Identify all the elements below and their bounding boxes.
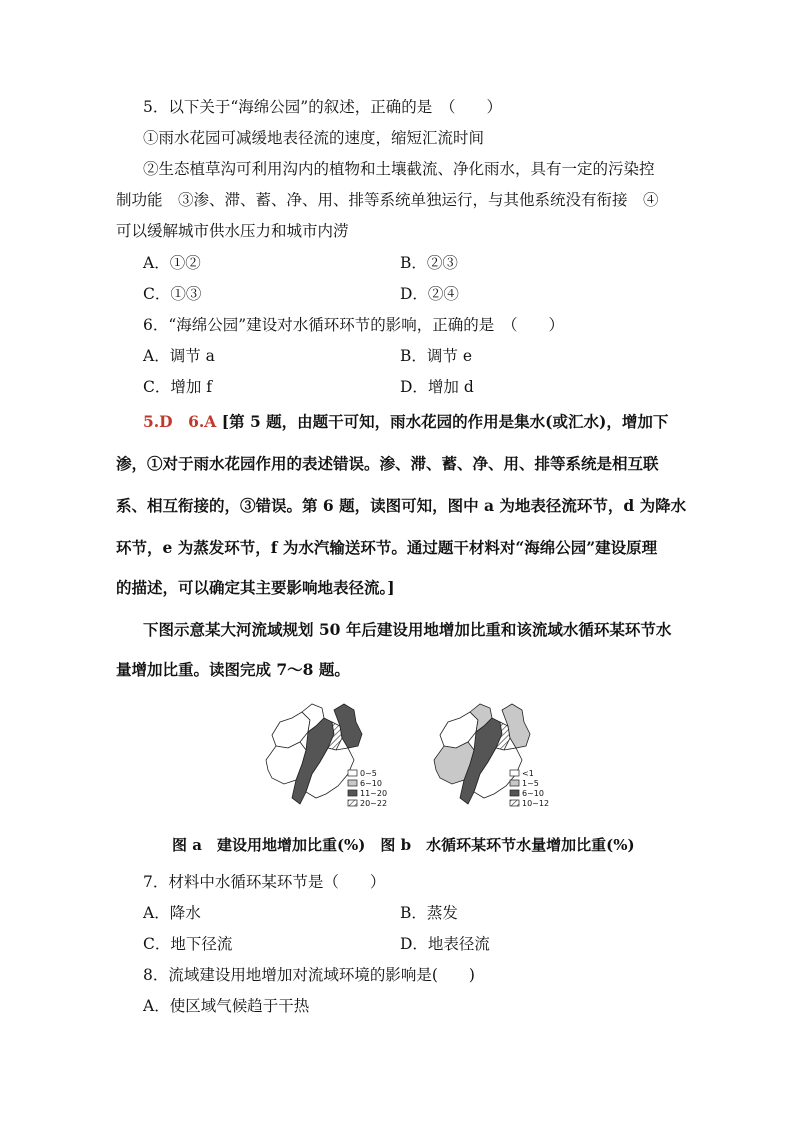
legend-a-item-3: 11~20 <box>360 789 388 798</box>
answer-key: 5.D 6.A <box>143 412 217 431</box>
q7-option-c: C．地下径流 <box>143 935 233 953</box>
legend-a-item-1: 0~5 <box>360 769 377 778</box>
map-a <box>266 704 362 804</box>
map-b-region-north-west <box>440 712 478 748</box>
legend-a-item-4: 20~22 <box>360 799 388 808</box>
q8-stem: 8．流域建设用地增加对流域环境的影响是( ) <box>143 966 475 984</box>
answer-line3: 系、相互衔接的，③错误。第 6 题，读图可知，图中 a 为地表径流环节，d 为降水 <box>116 496 687 515</box>
q5-option-b: B．②③ <box>400 254 458 272</box>
q6-option-c: C．增加 f <box>143 378 213 396</box>
q6-option-d: D．增加 d <box>400 378 474 396</box>
answer-line5: 的描述，可以确定其主要影响地表径流。] <box>116 578 395 597</box>
q5-line3: 制功能 ③渗、滞、蓄、净、用、排等系统单独运行，与其他系统没有衔接 ④ <box>116 191 659 209</box>
q5-line2: ②生态植草沟可利用沟内的植物和土壤截流、净化雨水，具有一定的污染控 <box>143 160 655 178</box>
q8-option-a: A．使区域气候趋于干热 <box>143 997 310 1015</box>
legend-b-item-4: 10~12 <box>522 799 550 808</box>
q7-option-a: A．降水 <box>143 904 201 922</box>
answer-line1 <box>143 412 668 432</box>
answer-line2: 渗，①对于雨水花园作用的表述错误。渗、滞、蓄、净、用、排等系统是相互联 <box>116 454 659 473</box>
q5-option-d: D．②④ <box>400 285 459 303</box>
legend-b-item-1: <1 <box>522 769 534 778</box>
q7-stem: 7．材料中水循环某环节是（ ） <box>143 873 386 891</box>
q6-stem: 6．“海绵公园”建设对水循环环节的影响，正确的是 （ ） <box>143 316 564 334</box>
answer-text1: [第 5 题，由题干可知，雨水花园的作用是集水(或汇水)，增加下 <box>221 412 669 431</box>
map-a-legend <box>348 769 387 808</box>
q5-option-c: C．①③ <box>143 285 202 303</box>
map-a-region-north-west <box>272 712 310 748</box>
q5-line1: ①雨水花园可减缓地表径流的速度，缩短汇流时间 <box>143 129 485 147</box>
q5-line4: 可以缓解城市供水压力和城市内涝 <box>116 222 349 240</box>
intro-line1: 下图示意某大河流域规划 50 年后建设用地增加比重和该流域水循环某环节水 <box>143 620 672 639</box>
q6-option-b: B．调节 e <box>400 347 472 365</box>
figure-caption: 图 a 建设用地增加比重(%) 图 b 水循环某环节水量增加比重(%) <box>172 836 635 854</box>
q6-option-a: A．调节 a <box>143 347 215 365</box>
legend-b-item-3: 6~10 <box>522 789 544 798</box>
intro-line2: 量增加比重。读图完成 7～8 题。 <box>116 660 350 679</box>
legend-a-item-2: 6~10 <box>360 779 382 788</box>
answer-line4: 环节，e 为蒸发环节，f 为水汽输送环节。通过题干材料对“海绵公园”建设原理 <box>116 538 658 557</box>
river-basin-maps-figure <box>262 700 562 812</box>
legend-b-item-2: 1~5 <box>522 779 539 788</box>
q5-option-a: A．①② <box>143 254 201 272</box>
q7-option-b: B．蒸发 <box>400 904 458 922</box>
q5-stem: 5．以下关于“海绵公园”的叙述，正确的是 （ ） <box>143 98 502 116</box>
q7-option-d: D．地表径流 <box>400 935 490 953</box>
map-b-legend <box>510 769 549 808</box>
map-b <box>434 704 530 804</box>
